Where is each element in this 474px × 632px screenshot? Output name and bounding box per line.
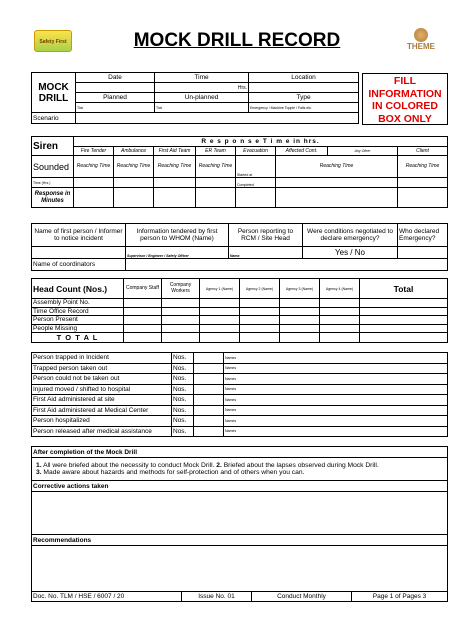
head-count-label: Head Count (Nos.) xyxy=(32,279,124,299)
response-time-table xyxy=(31,136,448,208)
location-field[interactable] xyxy=(249,83,359,93)
minutes-first-aid-field[interactable] xyxy=(154,188,196,208)
nos-label: Nos. xyxy=(172,426,194,437)
agency-4-label: Agency 4 (Name) xyxy=(320,279,360,299)
page-title: MOCK DRILL RECORD xyxy=(133,30,341,51)
col-fire-tender: Fire Tender xyxy=(74,147,114,156)
reaching-time-affected: Reaching Time xyxy=(276,156,398,178)
names-field[interactable]: Names xyxy=(224,405,448,416)
hc-cell[interactable] xyxy=(240,324,280,333)
hc-cell[interactable] xyxy=(320,307,360,316)
agency-2-label: Agency 2 (Name) xyxy=(240,279,280,299)
hc-cell[interactable] xyxy=(280,299,320,308)
unplanned-tick[interactable]: Tick xyxy=(155,103,249,113)
people-missing-label: People Missing xyxy=(32,324,124,333)
hc-cell[interactable] xyxy=(200,333,240,343)
nos-label: Nos. xyxy=(172,416,194,427)
recommendations-field[interactable] xyxy=(32,546,448,592)
reaching-time-ambulance: Reaching Time xyxy=(114,156,154,178)
col-er-team: ER Team xyxy=(196,147,236,156)
time-hrs-label: Time (Hrs.) xyxy=(32,178,74,188)
hc-cell[interactable] xyxy=(162,316,200,325)
minutes-client-field[interactable] xyxy=(398,188,448,208)
evacuation-started: Started at xyxy=(236,156,276,178)
minutes-ambulance-field[interactable] xyxy=(114,188,154,208)
col-affected-cont: Affected Cont. xyxy=(276,147,328,156)
hc-cell[interactable] xyxy=(124,299,162,308)
corrective-actions-label: Corrective actions taken xyxy=(32,481,448,492)
time-ambulance-field[interactable] xyxy=(114,178,154,188)
hc-cell[interactable] xyxy=(200,299,240,308)
planned-label: Planned xyxy=(76,93,155,103)
casualty-row-label: Person trapped in Incident xyxy=(32,353,172,364)
first-person-field[interactable] xyxy=(32,247,126,259)
names-field[interactable]: Names xyxy=(224,395,448,406)
hc-cell[interactable] xyxy=(162,324,200,333)
time-er-field[interactable] xyxy=(196,178,236,188)
hc-cell[interactable] xyxy=(240,316,280,325)
hc-cell[interactable] xyxy=(200,307,240,316)
hc-cell[interactable] xyxy=(200,324,240,333)
who-declared-label: Who declared Emergency? xyxy=(398,224,448,247)
hc-cell[interactable] xyxy=(320,316,360,325)
nos-label: Nos. xyxy=(172,363,194,374)
nos-field[interactable] xyxy=(194,353,224,364)
col-client: Client xyxy=(398,147,448,156)
names-field[interactable]: Names xyxy=(224,374,448,385)
hc-cell[interactable] xyxy=(360,333,448,343)
hc-cell[interactable] xyxy=(360,299,448,308)
theme-logo-text: THEME xyxy=(407,42,435,51)
theme-logo xyxy=(404,28,438,51)
head-count-table xyxy=(31,278,448,343)
casualty-row-label: First Aid administered at site xyxy=(32,395,172,406)
hc-cell[interactable] xyxy=(240,299,280,308)
hc-cell[interactable] xyxy=(360,324,448,333)
siren-label: Siren xyxy=(32,137,74,156)
hc-cell[interactable] xyxy=(124,307,162,316)
item-number: 2. xyxy=(216,461,222,469)
company-staff-label: Company Staff xyxy=(124,279,162,299)
hc-cell[interactable] xyxy=(280,316,320,325)
issue-number: Issue No. 01 xyxy=(182,592,252,602)
item-number: 1. xyxy=(36,461,42,469)
sounded-label: Sounded xyxy=(32,156,74,178)
time-affected-field[interactable] xyxy=(276,178,398,188)
person-present-label: Person Present xyxy=(32,316,124,325)
unplanned-label: Un-planned xyxy=(155,93,249,103)
nos-field[interactable] xyxy=(194,363,224,374)
after-completion-text xyxy=(32,458,448,481)
hc-cell[interactable] xyxy=(280,307,320,316)
mock-drill-label: MOCK DRILL xyxy=(32,73,76,113)
hc-cell[interactable] xyxy=(280,333,320,343)
location-label: Location xyxy=(249,73,359,83)
nos-label: Nos. xyxy=(172,395,194,406)
drill-info-table xyxy=(31,72,359,124)
conduct-frequency: Conduct Monthly xyxy=(252,592,352,602)
fill-info-note: FILL INFORMATION IN COLORED BOX ONLY xyxy=(362,73,448,125)
hc-cell[interactable] xyxy=(162,333,200,343)
hc-cell[interactable] xyxy=(240,307,280,316)
minutes-evacuation-field[interactable] xyxy=(236,188,276,208)
time-field[interactable]: Hrs. xyxy=(155,83,249,93)
completion-table xyxy=(31,446,448,592)
casualty-row-label: Person could not be taken out xyxy=(32,374,172,385)
logo-text: Safety First xyxy=(39,39,67,45)
after-line-3: Made aware about hazards and methods for self-protection and of others when you can. xyxy=(41,469,305,476)
names-field[interactable]: Names xyxy=(224,384,448,395)
response-time-title: R e s p o n s e T i m e in hrs. xyxy=(74,137,448,147)
hc-cell[interactable] xyxy=(124,324,162,333)
time-label: Time xyxy=(155,73,249,83)
casualty-row-label: First Aid administered at Medical Center xyxy=(32,405,172,416)
footer-table xyxy=(31,591,448,602)
nos-label: Nos. xyxy=(172,374,194,385)
casualty-row-label: Person hospitalized xyxy=(32,416,172,427)
after-line-1: All were briefed about the necessity to conduct Mock Drill. xyxy=(41,461,217,469)
nos-label: Nos. xyxy=(172,405,194,416)
col-ambulance: Ambulance xyxy=(114,147,154,156)
nos-label: Nos. xyxy=(172,353,194,364)
total-row-label: T O T A L xyxy=(32,333,124,343)
company-workers-label: Company Workers xyxy=(162,279,200,299)
page-number: Page 1 of Pages 3 xyxy=(352,592,448,602)
after-completion-title: After completion of the Mock Drill xyxy=(32,447,448,458)
time-fire-field[interactable] xyxy=(74,178,114,188)
casualty-row-label: Person released after medical assistance xyxy=(32,426,172,437)
hc-cell[interactable] xyxy=(320,324,360,333)
info-tendered-label: Information tendered by first person to WHOM (Name) xyxy=(126,224,229,247)
names-field[interactable]: Names xyxy=(224,353,448,364)
scenario-label: Scenario xyxy=(32,113,76,124)
after-line-2: Briefed about the lapses observed during Mock Drill. xyxy=(221,461,379,469)
date-label: Date xyxy=(76,73,155,83)
reporting-table xyxy=(31,223,448,271)
hc-cell[interactable] xyxy=(200,316,240,325)
time-client-field[interactable] xyxy=(398,178,448,188)
hc-cell[interactable] xyxy=(162,307,200,316)
minutes-affected-field[interactable] xyxy=(276,188,398,208)
theme-logo-icon xyxy=(414,28,428,42)
hc-cell[interactable] xyxy=(280,324,320,333)
hc-cell[interactable] xyxy=(360,316,448,325)
type-label: Type xyxy=(249,93,359,103)
hc-cell[interactable] xyxy=(320,299,360,308)
names-field[interactable]: Names xyxy=(224,363,448,374)
total-label: Total xyxy=(360,279,448,299)
nos-field[interactable] xyxy=(194,395,224,406)
reaching-time-first-aid: Reaching Time xyxy=(154,156,196,178)
nos-label: Nos. xyxy=(172,384,194,395)
hc-cell[interactable] xyxy=(240,333,280,343)
casualty-row-label: Trapped person taken out xyxy=(32,363,172,374)
time-first-aid-field[interactable] xyxy=(154,178,196,188)
col-evacuation: Evacuation xyxy=(236,147,276,156)
hc-cell[interactable] xyxy=(162,299,200,308)
nos-field[interactable] xyxy=(194,416,224,427)
casualty-row-label: Injured moved / shifted to hospital xyxy=(32,384,172,395)
scenario-field[interactable] xyxy=(76,113,359,124)
person-reporting-label: Person reporting to RCM / Site Head xyxy=(229,224,303,247)
reporting-name-field[interactable]: Name xyxy=(229,247,303,259)
hc-cell[interactable] xyxy=(320,333,360,343)
evacuation-completed: Completed xyxy=(236,178,276,188)
doc-number: Doc. No. TLM / HSE / 6007 / 20 xyxy=(32,592,182,602)
planned-tick[interactable]: Tick xyxy=(76,103,155,113)
conditions-negotiated-label: Were conditions negotiated to declare emergency? xyxy=(303,224,398,247)
names-field[interactable]: Names xyxy=(224,426,448,437)
hc-cell[interactable] xyxy=(124,333,162,343)
names-field[interactable]: Names xyxy=(224,416,448,427)
supervisor-field[interactable]: Supervisor / Engineer / Safety Officer xyxy=(126,247,229,259)
date-field[interactable] xyxy=(76,83,155,93)
agency-1-label: Agency 1 (Name) xyxy=(200,279,240,299)
nos-field[interactable] xyxy=(194,426,224,437)
time-office-label: Time Office Record xyxy=(32,307,124,316)
col-any-other: Any Other xyxy=(328,147,398,156)
item-number: 3. xyxy=(36,469,42,476)
reaching-time-client: Reaching Time xyxy=(398,156,448,178)
coordinators-field[interactable] xyxy=(126,259,448,271)
nos-field[interactable] xyxy=(194,405,224,416)
reaching-time-fire: Reaching Time xyxy=(74,156,114,178)
recommendations-label: Recommendations xyxy=(32,535,448,546)
nos-field[interactable] xyxy=(194,384,224,395)
col-first-aid-team: First Aid Team xyxy=(154,147,196,156)
minutes-fire-field[interactable] xyxy=(74,188,114,208)
coordinators-label: Name of coordinators xyxy=(32,259,126,271)
hc-cell[interactable] xyxy=(360,307,448,316)
type-field[interactable]: Emergency / Machine Topple / Falls etc. xyxy=(249,103,359,113)
hc-cell[interactable] xyxy=(124,316,162,325)
who-declared-field[interactable] xyxy=(398,247,448,259)
yes-no-field[interactable]: Yes / No xyxy=(303,247,398,259)
response-minutes-label: Response in Minutes xyxy=(32,188,74,208)
corrective-actions-field[interactable] xyxy=(32,492,448,535)
reaching-time-er: Reaching Time xyxy=(196,156,236,178)
agency-3-label: Agency 3 (Name) xyxy=(280,279,320,299)
nos-field[interactable] xyxy=(194,374,224,385)
first-person-label: Name of first person / Informer to notice incident xyxy=(32,224,126,247)
assembly-point-label: Assembly Point No. xyxy=(32,299,124,308)
casualty-table xyxy=(31,352,448,437)
minutes-er-field[interactable] xyxy=(196,188,236,208)
